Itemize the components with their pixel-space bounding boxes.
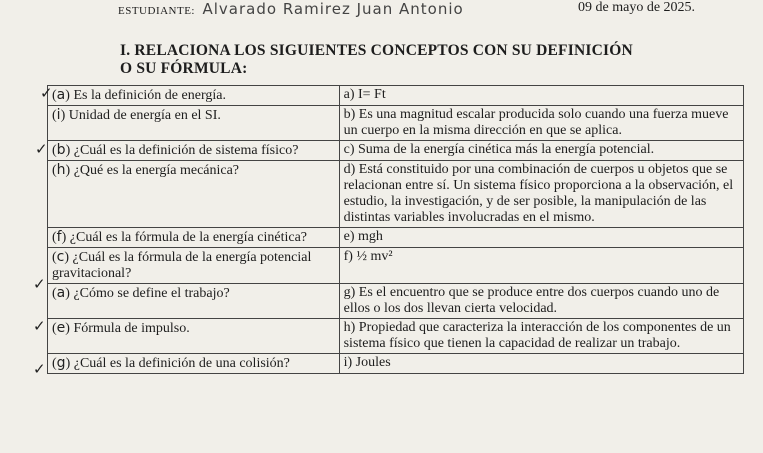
definition-letter: g) [343,285,356,300]
table-row [48,141,744,161]
table-row [48,248,744,284]
concept-cell: (a) ¿Cómo se define el trabajo? [48,284,340,319]
answer-field[interactable]: e [56,320,66,336]
concept-cell: (b) ¿Cuál es la definición de sistema físico? [48,141,340,161]
definition-letter: d) [343,162,356,177]
check-mark-icon: ✓ [40,84,53,102]
definition-letter: e) [343,229,355,244]
concept-cell: (g) ¿Cuál es la definición de una colisión? [48,354,340,374]
definition-cell [339,228,743,248]
definition-cell [339,86,743,106]
definition-cell [339,248,743,284]
answer-field[interactable]: f [56,229,62,245]
answer-field[interactable]: h [56,162,66,178]
definition-text: Joules [355,355,391,370]
concept-cell: (h) ¿Qué es la energía mecánica? [48,161,340,228]
concept-text: Es la definición de energía. [73,88,226,103]
student-name: Alvarado Ramirez Juan Antonio [202,0,464,18]
answer-field[interactable]: a [56,285,66,301]
definition-cell [339,106,743,141]
definition-cell [339,284,743,319]
definition-text: Es una magnitud escalar producida solo cuando una fuerza mueve un cuerpo en la misma dirección en que se aplica. [343,107,729,138]
definition-cell [339,319,743,354]
answer-field[interactable]: i [56,107,61,123]
concept-cell: (e) Fórmula de impulso. [48,319,340,354]
definition-cell [339,161,743,228]
table-row [48,161,744,228]
check-mark-icon: ✓ [33,360,46,378]
concept-text: ¿Cuál es la definición de sistema físico? [73,143,299,158]
definition-text: Está constituido por una combinación de cuerpos u objetos que se relacionan entre sí. Un sistema físico proporciona a la observación, el estudio, la investigación, y de ser posible, la manipulación de las distintas variables involucradas en el mismo. [343,162,734,225]
check-mark-icon: ✓ [33,275,46,293]
definition-cell [339,354,743,374]
answer-field[interactable]: b [56,142,66,158]
concept-cell: (a) Es la definición de energía. [48,86,340,106]
concept-text: ¿Qué es la energía mecánica? [73,163,240,178]
answer-field[interactable]: a [56,87,66,103]
concept-text: ¿Cuál es la fórmula de la energía cinética? [69,230,308,245]
concept-text: Fórmula de impulso. [73,321,190,336]
definition-letter: b) [343,107,356,122]
concept-cell: (c) ¿Cuál es la fórmula de la energía potencial gravitacional? [48,248,340,284]
definition-text: ½ mv² [356,249,393,264]
concept-cell: (i) Unidad de energía en el SI. [48,106,340,141]
answer-field[interactable]: g [56,355,66,371]
definition-text: mgh [358,229,383,244]
definition-letter: h) [343,320,356,335]
answer-field[interactable]: c [56,249,65,265]
table-row [48,319,744,354]
student-label: ESTUDIANTE: [118,5,195,17]
section-title: I. RELACIONA LOS SIGUIENTES CONCEPTOS CON SU DEFINICIÓN O SU FÓRMULA: [120,42,633,77]
concept-text: ¿Cuál es la fórmula de la energía potencial gravitacional? [52,250,312,281]
definition-text: Suma de la energía cinética más la energía potencial. [358,142,655,157]
check-mark-icon: ✓ [33,317,46,335]
definition-text: I= Ft [358,87,386,102]
definition-letter: c) [343,142,355,157]
check-mark-icon: ✓ [35,140,48,158]
table-row [48,354,744,374]
concept-text: ¿Cómo se define el trabajo? [73,286,230,301]
concept-text: Unidad de energía en el SI. [68,108,221,123]
definition-letter: a) [343,87,355,102]
table-row [48,284,744,319]
table-row [48,106,744,141]
concept-text: ¿Cuál es la definición de una colisión? [73,356,290,371]
student-line [118,0,696,19]
definition-letter: f) [343,249,353,264]
concept-cell: (f) ¿Cuál es la fórmula de la energía cinética? [48,228,340,248]
definition-text: Propiedad que caracteriza la interacción de los componentes de un sistema físico que tienen la capacidad de realizar un trabajo. [343,320,731,351]
definition-cell [339,141,743,161]
table-row [48,228,744,248]
definition-text: Es el encuentro que se produce entre dos cuerpos cuando uno de ellos o los dos llevan cierta velocidad. [343,285,720,316]
date: 09 de mayo de 2025. [578,0,696,15]
definition-letter: i) [343,355,353,370]
table-row [48,86,744,106]
matching-table [47,85,744,374]
